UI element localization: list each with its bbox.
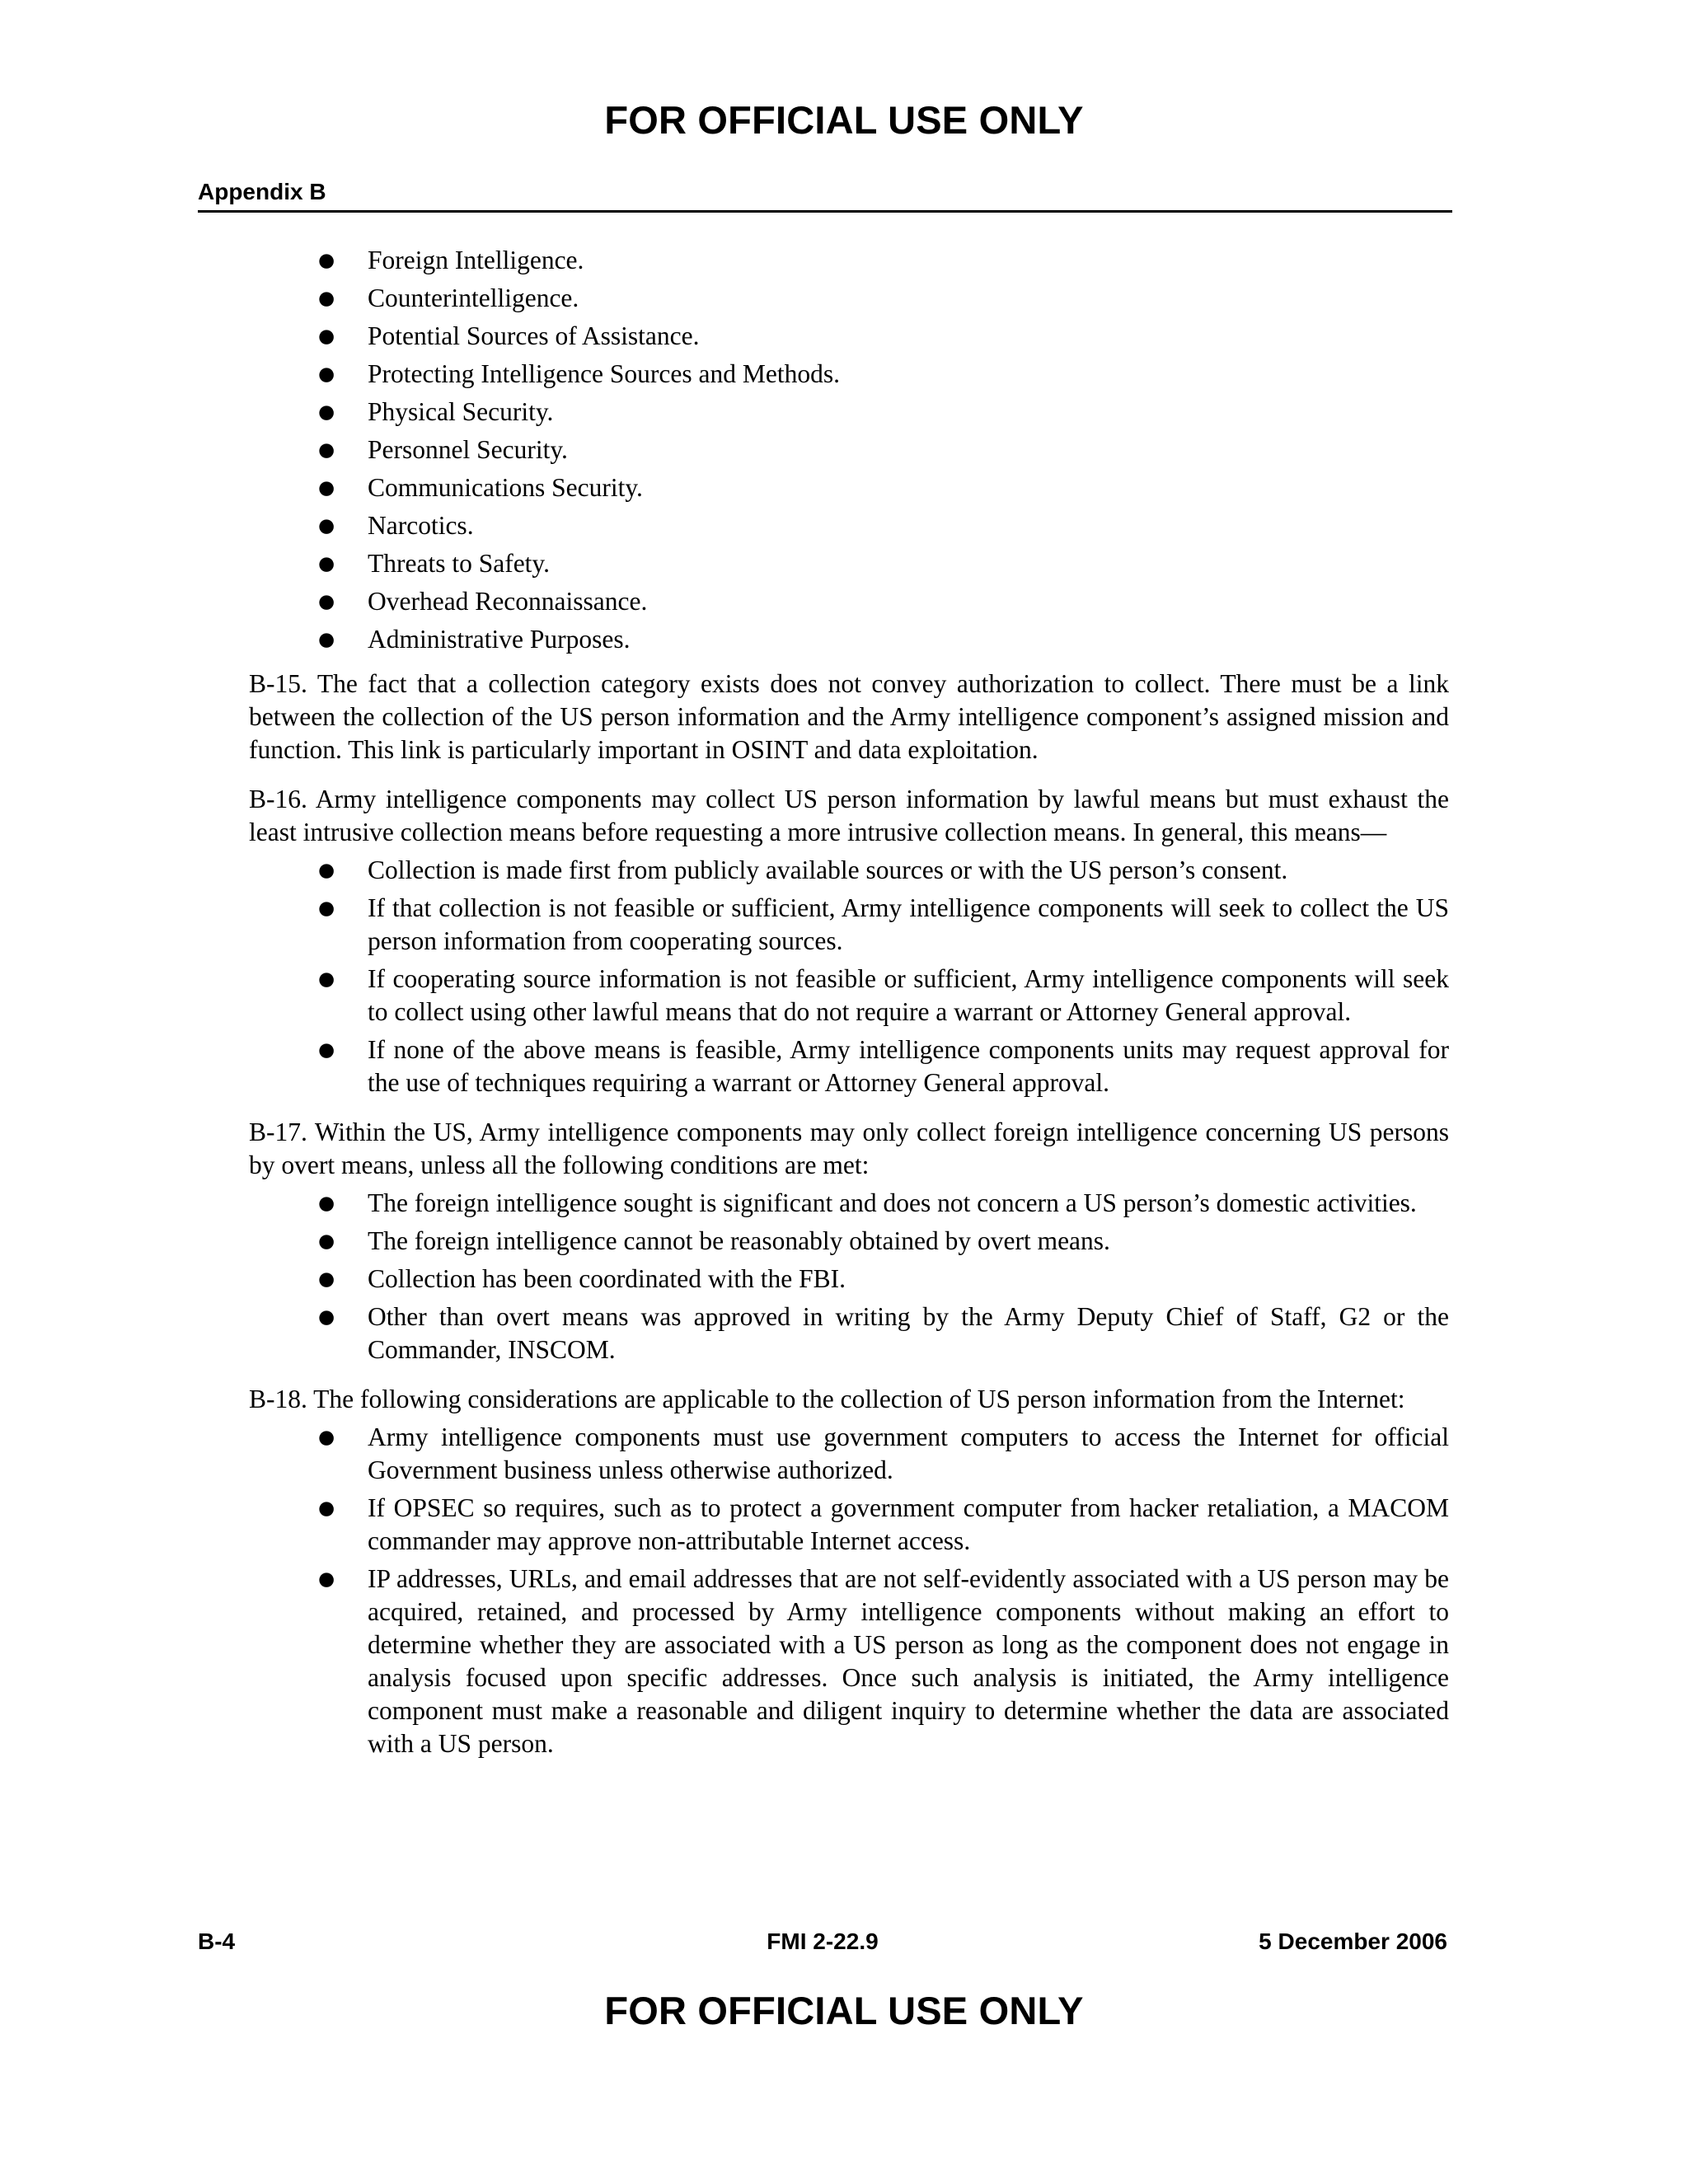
list-item: ● Personnel Security. [249, 434, 1449, 466]
page-body [249, 244, 1449, 1765]
running-header [198, 176, 1452, 213]
paragraph-b18: B-18. The following considerations are applicable to the collection of US person information from the Internet: [249, 1385, 1405, 1413]
bullet-icon: ● [318, 288, 335, 309]
paragraph-b15: B-15. The fact that a collection category exists does not convey authorization to collect. There must be a link between the collection of the US person information and the Army intelligence component’s assigned mission and function. This link is particularly important in OSINT and data exploitation. [249, 669, 1449, 764]
list-item: ● If none of the above means is feasible, Army intelligence components units may request approval for the use of techniques requiring a warrant or Attorney General approval. [318, 1035, 1449, 1097]
list-item: ● If OPSEC so requires, such as to protect a government computer from hacker retaliation, a MACOM commander may approve non-attributable Internet access. [318, 1493, 1449, 1555]
list-item: ● Foreign Intelligence. [249, 244, 1449, 277]
bullet-icon: ● [318, 363, 335, 385]
list-item: ● Collection is made first from publicly available sources or with the US person’s consent. [249, 854, 1449, 887]
bullet-icon: ● [318, 326, 335, 347]
list-item: ● Narcotics. [249, 509, 1449, 542]
list-item: ● IP addresses, URLs, and email addresses that are not self-evidently associated with a US person may be acquired, retained, and processed by Army intelligence components without making an effort to determine whether they are associated with a US person as long as the component does not engage in analysis focused upon specific addresses. Once such analysis is initiated, the Army intelligence component must make a reasonable and diligent inquiry to determine whether the data are associated with a US person. [318, 1564, 1449, 1758]
list-item: ● Communications Security. [249, 471, 1449, 504]
footer-publication: FMI 2-22.9 [767, 1929, 879, 1954]
security-marking-top: FOR OFFICIAL USE ONLY [604, 98, 1084, 142]
bullet-icon: ● [318, 629, 335, 650]
paragraph-b16: B-16. Army intelligence components may collect US person information by lawful means but must exhaust the least intrusive collection means before requesting a more intrusive collection means. In general, this means— [249, 785, 1449, 846]
list-item: ● Counterintelligence. [249, 282, 1449, 315]
bullet-icon: ● [318, 439, 335, 461]
b16-list [249, 854, 1449, 1099]
list-item: ● Physical Security. [249, 396, 1449, 429]
security-marking-bottom: FOR OFFICIAL USE ONLY [604, 1989, 1084, 2032]
bullet-icon: ● [318, 1568, 335, 1590]
bullet-icon: ● [318, 401, 335, 423]
list-item: ● The foreign intelligence sought is significant and does not concern a US person’s domestic activities. [249, 1187, 1449, 1220]
list-item: ● Other than overt means was approved in writing by the Army Deputy Chief of Staff, G2 or the Commander, INSCOM. [318, 1302, 1449, 1364]
bullet-icon: ● [318, 553, 335, 574]
footer-date: 5 December 2006 [1259, 1929, 1447, 1954]
bullet-icon: ● [318, 591, 335, 612]
bullet-icon: ● [318, 1306, 335, 1328]
list-item: ● Potential Sources of Assistance. [249, 320, 1449, 353]
list-item: ● If that collection is not feasible or sufficient, Army intelligence components will seek to collect the US person information from cooperating sources. [318, 893, 1449, 955]
bullet-icon: ● [318, 1039, 335, 1061]
footer-page-number: B-4 [198, 1929, 236, 1954]
collection-category-list [249, 244, 1449, 656]
bullet-icon: ● [318, 1268, 335, 1290]
bullet-icon: ● [318, 860, 335, 881]
bullet-icon: ● [318, 515, 335, 537]
list-item: ● The foreign intelligence cannot be reasonably obtained by overt means. [249, 1225, 1449, 1258]
bullet-icon: ● [318, 1497, 335, 1519]
running-footer [198, 1925, 1447, 1958]
b18-list [249, 1421, 1449, 1760]
list-item: ● Army intelligence components must use government computers to access the Internet for official Government business unless otherwise authorized. [318, 1422, 1449, 1484]
bullet-icon: ● [318, 1427, 335, 1448]
list-item: ● Collection has been coordinated with the FBI. [249, 1263, 1449, 1296]
list-item: ● Overhead Reconnaissance. [249, 585, 1449, 618]
bullet-icon: ● [318, 477, 335, 499]
bullet-icon: ● [318, 898, 335, 919]
b17-list [249, 1187, 1449, 1366]
bullet-icon: ● [318, 1230, 335, 1252]
bullet-icon: ● [318, 1193, 335, 1214]
bullet-icon: ● [318, 968, 335, 990]
list-item: ● If cooperating source information is not feasible or sufficient, Army intelligence components will seek to collect using other lawful means that do not require a warrant or Attorney General approval. [318, 964, 1449, 1026]
list-item: ● Threats to Safety. [249, 547, 1449, 580]
bullet-icon: ● [318, 250, 335, 271]
running-header-title: Appendix B [198, 179, 326, 204]
list-item: ● Administrative Purposes. [249, 623, 1449, 656]
paragraph-b17: B-17. Within the US, Army intelligence components may only collect foreign intelligence concerning US persons by overt means, unless all the following conditions are met: [249, 1118, 1449, 1179]
list-item: ● Protecting Intelligence Sources and Methods. [249, 358, 1449, 391]
